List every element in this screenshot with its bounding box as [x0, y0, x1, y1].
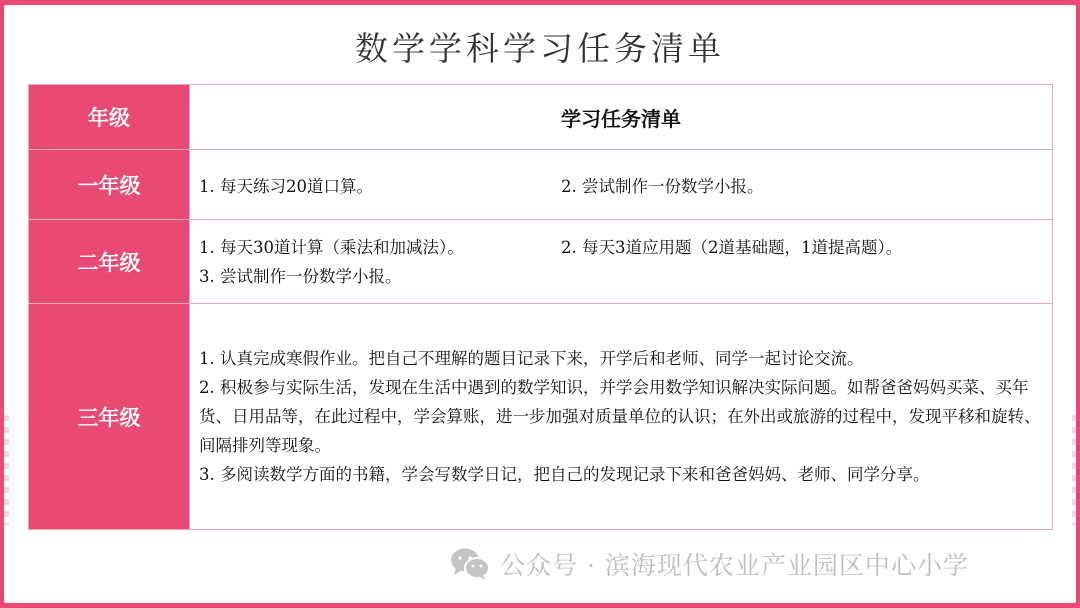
table-header-row [29, 85, 1053, 150]
watermark [450, 546, 969, 582]
task-item: 2. 积极参与实际生活，发现在生活中遇到的数学知识，并学会用数学知识解决实际问题。如帮爸爸妈妈买菜、买年货、日用品等，在此过程中，学会算账，进一步加强对质量单位的认识；在外出或旅游的过程中，发现平移和旋转、间隔排列等现象。 [199, 378, 1041, 455]
task-table [28, 84, 1053, 530]
grade-label: 二年级 [29, 220, 190, 304]
table-row [29, 220, 1053, 304]
task-item: 1. 每天练习20道口算。 [199, 177, 373, 196]
decorative-stripe [4, 415, 9, 525]
watermark-text: 公众号 · 滨海现代农业产业园区中心小学 [500, 551, 969, 580]
slide [4, 5, 1076, 603]
task-item: 2. 尝试制作一份数学小报。 [561, 177, 764, 196]
header-tasks: 学习任务清单 [190, 85, 1053, 150]
task-item: 3. 多阅读数学方面的书籍，学会写数学日记，把自己的发现记录下来和爸爸妈妈、老师、同学分享。 [199, 465, 930, 484]
grade-label: 一年级 [29, 150, 190, 220]
header-grade: 年级 [29, 85, 190, 150]
table-row [29, 304, 1053, 530]
task-item: 2. 每天3道应用题（2道基础题，1道提高题）。 [561, 237, 903, 257]
page-title: 数学学科学习任务清单 [355, 29, 725, 68]
task-cell [190, 150, 1053, 220]
table-row [29, 150, 1053, 220]
task-item: 1. 每天30道计算（乘法和加减法）。 [199, 237, 464, 257]
task-cell [190, 220, 1053, 304]
decorative-stripe [1072, 415, 1076, 525]
task-item: 1. 认真完成寒假作业。把自己不理解的题目记录下来，开学后和老师、同学一起讨论交流。 [199, 349, 864, 368]
task-item: 3. 尝试制作一份数学小报。 [199, 266, 402, 286]
task-cell [190, 304, 1053, 530]
grade-label: 三年级 [29, 304, 190, 530]
wechat-icon [450, 547, 490, 581]
